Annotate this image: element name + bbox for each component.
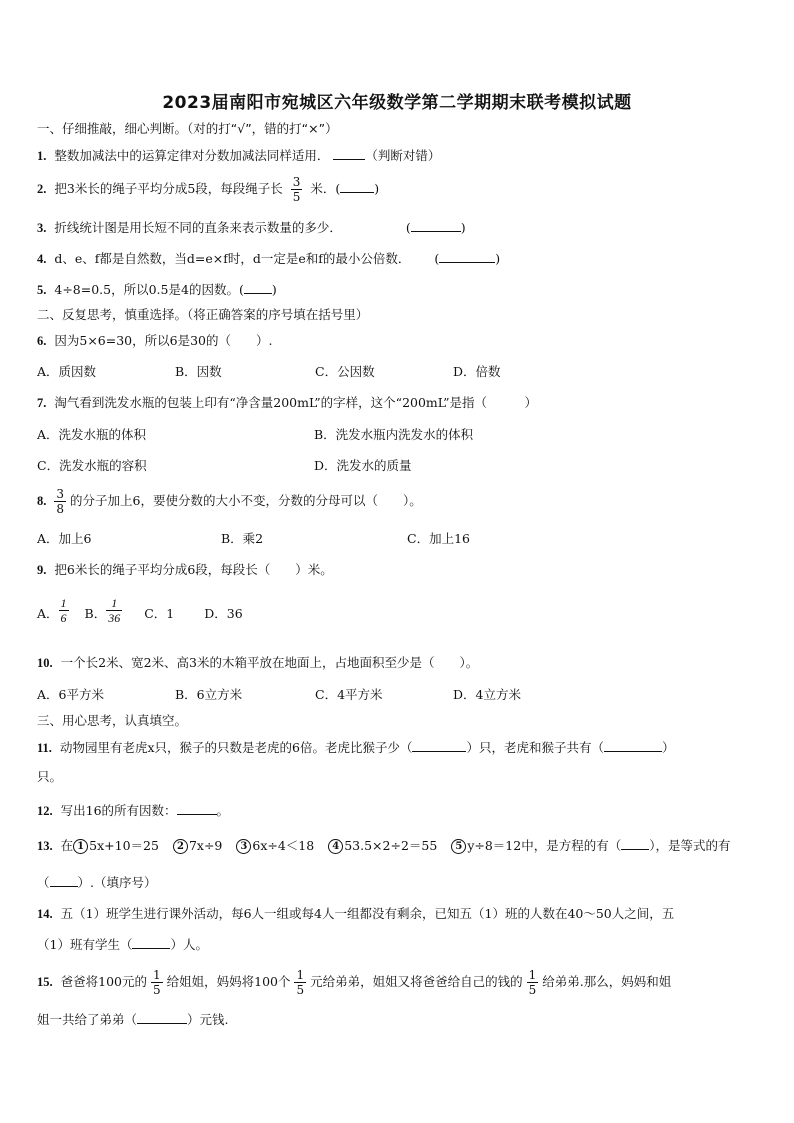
question-7-options-row1 [37,426,473,444]
question-8-options [37,530,470,548]
question-4: 4. d、e、f都是自然数，当d=e×f时，d一定是e和f的最小公倍数． ( ) [37,251,501,266]
option-c[interactable]: C．公因数 [315,364,375,379]
question-2: 2. 把3米长的绳子平均分成5段，每段绳子长 $\frac{3}{5}$ 米．( ) [37,175,380,204]
fraction-3-5: $\frac{3}{5}$ [292,175,301,204]
question-10-options [37,686,521,704]
question-6: 6. 因为5×6=30，所以6是30的（ ）. [37,333,273,348]
option-a[interactable]: A．6平方米 [37,687,104,702]
question-5: 5. 4÷8=0.5，所以0.5是4的因数。( ) [37,282,277,297]
fraction-1-5: $\frac{1}{5}$ [528,968,537,997]
option-d[interactable]: D．36 [204,606,243,621]
question-6-options [37,363,501,381]
fraction-1-5: $\frac{1}{5}$ [152,968,161,997]
fraction-1-5: $\frac{1}{5}$ [296,968,305,997]
question-7: 7. 淘气看到洗发水瓶的包装上印有“净含量200mL”的字样，这个“200mL”是指（ ） [37,395,537,410]
question-1: 1. 整数加减法中的运算定律对分数加减法同样适用． （判断对错） [37,148,441,163]
option-a[interactable]: A．质因数 [37,364,97,379]
option-d[interactable]: D．倍数 [453,364,501,379]
option-b[interactable]: B．因数 [175,364,222,379]
option-a[interactable]: A． $\frac{1}{6}$ [37,596,67,625]
circle-1-icon: 1 [73,839,88,854]
answer-blank[interactable] [132,935,170,949]
option-b[interactable]: B．洗发水瓶内洗发水的体积 [314,427,474,442]
question-11: 11. 动物园里有老虎x只，猴子的只数是老虎的6倍。老虎比猴子少（ ）只，老虎和猴子共有（ ） [37,740,675,755]
option-b[interactable]: B．乘2 [221,531,264,546]
answer-blank[interactable] [340,179,374,193]
answer-blank[interactable] [439,249,495,263]
question-9: 9. 把6米长的绳子平均分成6段，每段长（ ）米。 [37,562,333,577]
answer-blank[interactable] [333,146,365,160]
option-b[interactable]: B． $\frac{1}{36}$ [84,596,121,625]
answer-blank-1[interactable] [621,836,649,850]
option-a[interactable]: A．加上6 [37,531,92,546]
question-12: 12. 写出16的所有因数： 。 [37,803,230,818]
option-a[interactable]: A．洗发水瓶的体积 [37,427,147,442]
answer-blank-2[interactable] [604,738,662,752]
question-8: 8. $\frac{3}{8}$ 的分子加上6，要使分数的大小不变，分数的分母可以（ ）。 [37,487,422,516]
option-d[interactable]: D．4立方米 [453,687,521,702]
question-13-line2: （ ）.（填序号） [37,875,157,890]
answer-blank[interactable] [244,280,272,294]
fraction-3-8: $\frac{3}{8}$ [56,487,65,516]
question-10: 10. 一个长2米、宽2米、高3米的木箱平放在地面上，占地面积至少是（ ）。 [37,655,479,670]
circle-3-icon: 3 [236,839,251,854]
section-2-heading: 二、反复思考，慎重选择。（将正确答案的序号填在括号里） [37,307,369,322]
question-11-line2: 只。 [37,769,63,784]
option-d[interactable]: D．洗发水的质量 [314,458,412,473]
answer-blank-2[interactable] [50,873,78,887]
section-1-heading: 一、仔细推敲，细心判断。（对的打“√”，错的打“×”） [37,121,338,136]
option-c[interactable]: C．加上16 [407,531,470,546]
circle-5-icon: 5 [451,839,466,854]
answer-blank-1[interactable] [412,738,466,752]
option-b[interactable]: B．6立方米 [175,687,243,702]
option-c[interactable]: C．1 [144,606,175,621]
circle-4-icon: 4 [328,839,343,854]
question-15-line2: 姐一共给了弟弟（ ）元钱. [37,1012,229,1027]
option-c[interactable]: C．4平方米 [315,687,383,702]
circle-2-icon: 2 [173,839,188,854]
page-title: 2023届南阳市宛城区六年级数学第二学期期末联考模拟试题 [162,93,632,113]
question-9-options [37,596,243,632]
question-13: 13. 在 1 5x+10＝25 2 7x÷9 3 6x÷4＜18 4 53.5×2÷2＝55 5 y÷8＝12中，是方程的有（ ），是等式的有 [37,838,731,853]
question-14: 14. 五（1）班学生进行课外活动，每6人一组或每4人一组都没有剩余，已知五（1）班的人数在40～50人之间，五 [37,906,675,921]
question-7-options-row2 [37,457,412,475]
question-3: 3. 折线统计图是用长短不同的直条来表示数量的多少． ( ) [37,220,466,235]
question-15: 15. 爸爸将100元的 $\frac{1}{5}$ 给姐姐，妈妈将100个 $\frac{1}{5}$ 元给弟弟，姐姐又将爸爸给自己的钱的 $\frac{1}{5}$ 给弟弟.那么，妈妈和姐 [37,968,672,997]
answer-blank[interactable] [137,1010,187,1024]
option-c[interactable]: C．洗发水瓶的容积 [37,458,147,473]
question-14-line2: （1）班有学生（ ）人。 [37,937,208,952]
answer-blank[interactable] [177,801,217,815]
section-3-heading: 三、用心思考，认真填空。 [37,713,188,728]
answer-blank[interactable] [411,218,461,232]
